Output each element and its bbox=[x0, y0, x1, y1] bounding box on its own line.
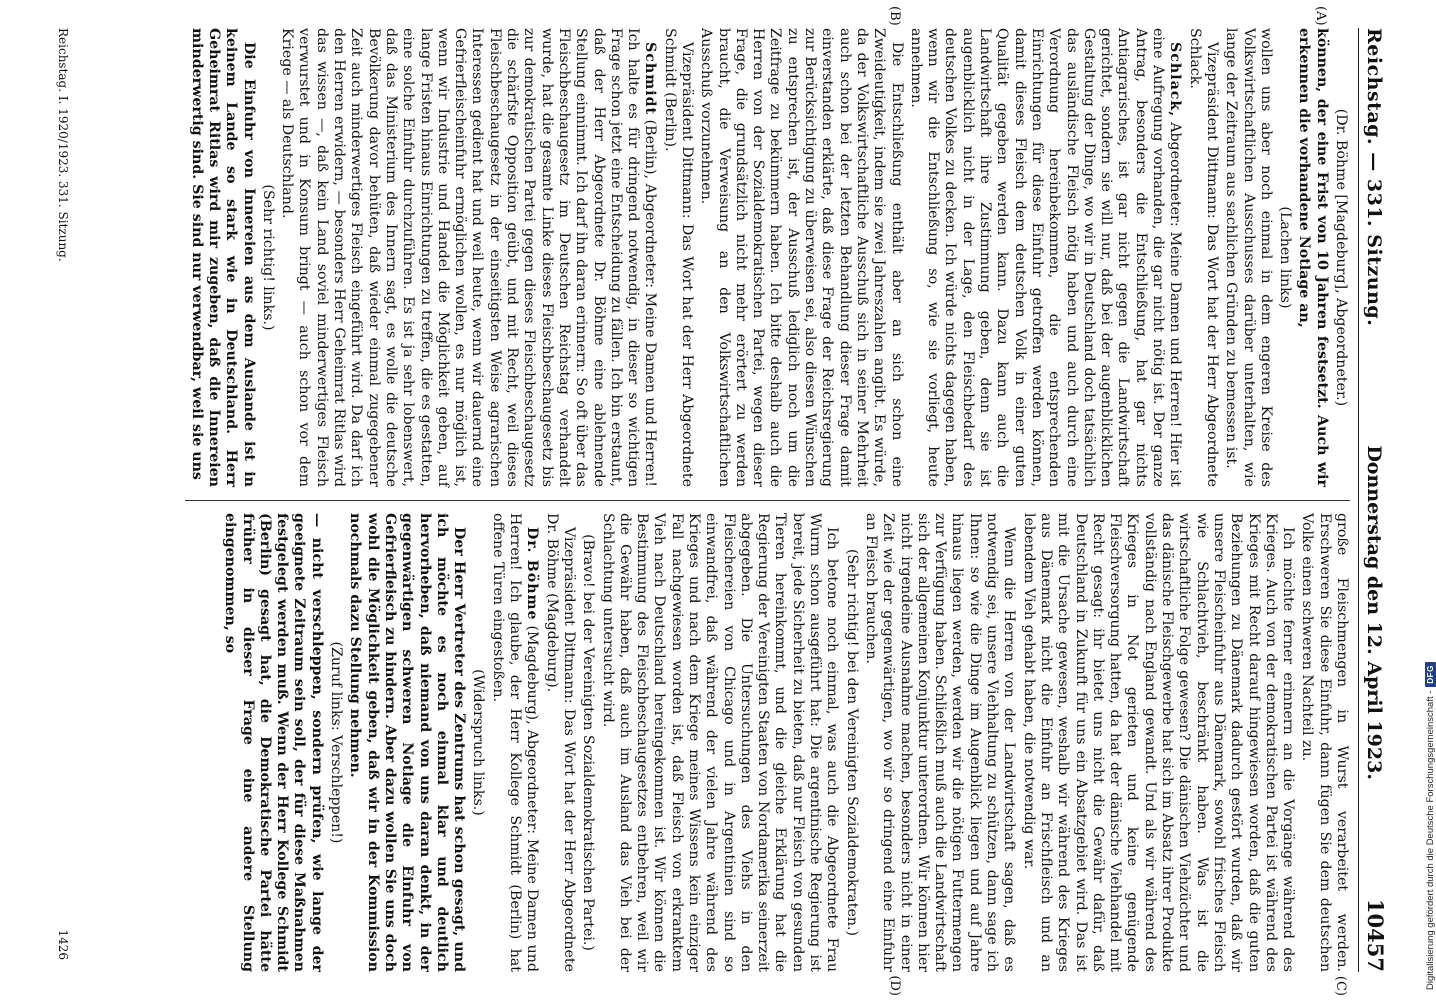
right-column bbox=[185, 513, 1350, 972]
speaker-name: Dr. Böhme bbox=[524, 527, 541, 621]
chair-announcement: Vizepräsident Dittmann: Das Wort hat der Herr Abgeordnete Schlack. bbox=[1186, 28, 1220, 487]
paragraph: große Fleischmengen in Wurst verarbeitet werden. Erschweren Sie diese Einfuhr, dann fügen Sie dem deutschen Volke einen schweren Nachteil zu. bbox=[1299, 513, 1350, 972]
interjection: (Zuruf links: Verschleppen!) bbox=[328, 641, 345, 844]
paragraph: wollen uns aber noch einmal in dem engeren Kreise des Volkswirtschaftlichen Ausschusses darüber unterhalten, wie lange der Zeitraum aus sachlichen Gründen zu bemessen ist. bbox=[1223, 28, 1274, 487]
speech-text: (Berlin), Abgeordneter: Meine Damen und Herren! Ich halte es für dringend notwendig, in dieser so wichtigen Frage schon jetzt eine Entscheidung zu fällen. Ich bin erstaunt, daß der Herr Abgeordnete Dr. Böhme eine ablehnende Stellung einnimmt. Ich darf ihn daran erinnern: So oft über das Fleischbeschaugesetz im Deutschen Reichstag verhandelt wurde, hat die gesamte Linke dieses Fleischbeschaugesetz bis zur demokratischen Partei gegen dieses Fleischbeschaugesetz die schärfste Opposition geübt, und mit Recht, weil dieses Fleischbeschaugesetz in der einseitigsten Weise agrarischen Interessen gedient hat und weil heute, wenn wir dauernd eine Gefrierfleischeinfuhr ermöglichen wollen, es nur möglich ist, wenn wir Industrie und Handel die Möglichkeit geben, auf lange Fristen hinaus Einrichtungen zu treffen, die es gestatten, eine solche Einfuhr durchzuführen. Es ist ja sehr lobenswert, daß das Ministerium des Innern sagt, es wolle die deutsche Bevölkerung davor behüten, daß wieder einmal zugegebener Zeit auch minderwertiges Fleisch eingeführt wird. Da darf ich den Herren erwidern, — besonders Herr Geheimrat Ritlas wird das wissen —, daß kein Land soviel minderwertiges Fleisch verwurstet und in Konsum bringt — auch schon vor dem Kriege — als Deutschland. bbox=[279, 28, 659, 487]
left-column bbox=[185, 28, 1350, 487]
chair-announcement: Vizepräsident Dittmann: Das Wort hat der Herr Abgeordnete Dr. Böhme (Magdeburg). bbox=[543, 513, 577, 972]
speaker-continuation: (Dr. Böhme [Magdeburg], Abgeordneter.) bbox=[1333, 108, 1349, 407]
dfg-logo: DFG bbox=[1425, 662, 1436, 686]
document-page bbox=[40, 0, 1410, 1000]
interjection: (Lachen links) bbox=[1277, 206, 1294, 309]
speaker-name: Schmidt bbox=[642, 42, 659, 116]
paragraph: Wenn die Herren von der Landwirtschaft sagen, daß es notwendig sei, unsere Viehhaltung zu schützen, dann sage ich Ihnen: so wie die Dinge im Augenblick liegen und auf Jahre hinaus liegen werden, werden wir die nötigen Futtermengen zur Verfügung haben. Schließlich muß auch die Landwirtschaft sich der allgemeinen Konjunktur unterordnen. Wir können hier nicht irgendeine Ausnahme machen, besonders nicht in einer Zeit wie der gegenwärtigen, wo wir so dringend eine Einfuhr an Fleisch brauchen. bbox=[862, 513, 1018, 972]
page-header bbox=[1358, 28, 1388, 972]
paragraph: — nicht verschleppen, sondern prüfen, wie lange der geeignete Zeitraum sein soll, der für diese Maßnahmen festgelegt werden muß. Wenn der Herr Kollege Schmidt (Berlin) gesagt hat, die Demokratische Partei hätte früher in dieser Frage eine andere Stellung eingenommen, so bbox=[222, 513, 325, 972]
header-date: Donnerstag den 12. April 1923. bbox=[1363, 445, 1385, 780]
chair-announcement: Vizepräsident Dittmann: Das Wort hat der Herr Abgeordnete Schmidt (Berlin). bbox=[661, 28, 696, 487]
text-columns bbox=[185, 6, 1350, 996]
margin-marker-b: (B) bbox=[887, 6, 902, 26]
page-footer: Reichstag. I. 1920/1923. 331. Sitzung. bbox=[56, 28, 70, 262]
interjection: (Widerspruch links.) bbox=[470, 669, 487, 816]
speech-paragraph bbox=[278, 28, 659, 487]
paragraph: Die Einfuhr von Innereien aus dem Auslande ist in keinem Lande so stark wie in Deutschland. Herr Geheimrat Ritlas wird mir zugeben, daß die Innereien minderwertig sind. Sie sind nur verwendbar, weil sie uns bbox=[188, 28, 257, 487]
margin-marker-a: (A) bbox=[1313, 6, 1328, 26]
speech-text: (Magdeburg), Abgeordneter: Meine Damen und Herren! Ich glaube, der Herr Kollege Schmidt (Berlin) hat offene Türen eingestoßen. bbox=[489, 513, 541, 972]
paragraph: Ich möchte ferner erinnern an die Vorgänge während des Krieges. Auch von der demokratischen Partei ist während des Krieges mit Recht darauf hingewiesen worden, daß die guten Beziehungen zu Dänemark dadurch gestört wurden, daß wir unsere Fleischeinfuhr aus Dänemark, sowohl frisches Fleisch wie Schlachtvieh, beschränkt haben. Was ist die wirtschaftliche Folge gewesen? Die dänischen Viehzüchter und das dänische Fleischgewerbe hat sich im Absatz ihrer Produkte vollständig nach England gewandt. Und als wir während des Krieges in Not gerieten und keine genügende Fleischversorgung hatten, da hat der dänische Viehhandel mit Recht gesagt: ihr bietet uns nicht die Gewähr dafür, daß Deutschland in Zukunft für uns ein Absatzgebiet wird. Das ist mit die Ursache gewesen, weshalb wir während des Krieges aus Dänemark nicht die Einfuhr an Frischfleisch und an lebendem Vieh gehabt haben, die notwendig war. bbox=[1020, 513, 1297, 972]
interjection: (Sehr richtig! links.) bbox=[259, 184, 276, 331]
margin-marker-c: (C) bbox=[1333, 975, 1348, 996]
notice-text: Digitalisierung gefördert durch die Deutsche Forschungsgemeinschaft - bbox=[1425, 690, 1436, 990]
paragraph: Ich betone noch einmal, was auch die Abgeordnete Frau Wurm schon ausgeführt hat: Die argentinische Regierung ist bereit, jede Sicherheit zu bieten, daß nur Fleisch von gesunden Tieren hereinkommt, und die gleiche Erklärung hat die Regierung der Vereinigten Staaten von Nordamerika seinerzeit abgegeben. Die Untersuchungen des Viehs in den Fleischereien von Chicago und in Argentinien sind so einwandfrei, daß während der vielen Jahre während des Krieges und nach dem Kriege meines Wissens kein einziger Fall nachgewiesen worden ist, daß Fleisch von erkranktem Vieh nach Deutschland hereingekommen ist. Wir können die Bestimmung des Fleischbeschaugesetzes entbehren, weil wir die Gewähr haben, daß auch im Ausland das Vieh bei der Schlachtung untersucht wird. bbox=[599, 513, 841, 972]
speech-paragraph bbox=[907, 28, 1184, 487]
digitization-notice bbox=[1425, 662, 1436, 990]
column-divider bbox=[185, 500, 1350, 501]
interjection: (Sehr richtig! bei den Vereinigten Sozialdemokraten.) bbox=[843, 548, 860, 937]
speech-paragraph bbox=[488, 513, 540, 972]
header-left: Reichstag. — 331. Sitzung. bbox=[1363, 28, 1385, 327]
page-number: 10457 bbox=[1363, 898, 1388, 972]
paragraph: können, der eine Frist von 10 Jahren festsetzt. Auch wir erkennen die vorhandene Notlage an, bbox=[1296, 28, 1330, 487]
interjection: (Bravo! bei der Vereinigten Sozialdemokratischen Partei.) bbox=[580, 534, 597, 951]
speech-text: Abgeordneter: Meine Damen und Herren! Hier ist eine Aufregung vorhanden, die gar nicht nötig ist. Der ganze Antrag, besonders die Entschließung, hat gar nichts Antiagrarisches, ist gar nicht gegen die Landwirtschaft gerichtet, sondern sie will nur, daß bei der augenblicklichen Gestaltung der Dinge, wo wir in Deutschland doch tatsächlich das ausländische Fleisch nötig haben und auch durch eine Verordnung hereinbekommen, die entsprechenden Einrichtungen für diese Einfuhr getroffen werden können, damit dieses Fleisch dem deutschen Volk in einer guten Qualität gegeben werden kann. Dazu kann auch die Landwirtschaft ihre Zustimmung geben, denn sie ist augenblicklich nicht in der Lage, den Fleischbedarf des deutschen Volkes zu decken. Ich würde nichts dagegen haben, wenn wir die Entschließung so, wie sie vorliegt, heute annehmen. bbox=[907, 28, 1184, 487]
margin-marker-d: (D) bbox=[887, 975, 902, 996]
sheet-number: 1426 bbox=[56, 929, 70, 960]
paragraph: Die Entschließung enthält aber an sich schon eine Zweideutigkeit, indem sie zwei Jahreszahlen angibt. Es würde, da der Volkswirtschaftliche Ausschuß sich in seiner Mehrheit auch schon bei der letzten Behandlung dieser Frage damit einverstanden erklärte, daß diese Frage der Reichsregierung zur Berücksichtigung zu überweisen sei, also diesen Wünschen zu entsprechen ist, der Ausschuß lediglich noch um die Zeitfrage zu bekümmern haben. Ich bitte deshalb auch die Herren von der Sozialdemokratischen Partei, wegen dieser Frage, die grundsätzlich nicht mehr erörtert zu werden braucht, die Verweisung an den Volkswirtschaftlichen Ausschuß vorzunehmen. bbox=[698, 28, 905, 487]
speaker-name: Schlack, bbox=[1167, 42, 1184, 118]
paragraph: Der Herr Vertreter des Zentrums hat schon gesagt, und ich möchte es noch einmal klar und deutlich hervorheben, daß niemand von uns daran denkt, in der gegenwärtigen schweren Notlage die Einfuhr von Gefrierfleisch zu hindern. Aber dazu wollen Sie uns doch wohl die Möglichkeit geben, daß wir in der Kommission nochmals dazu Stellung nehmen. bbox=[347, 513, 468, 972]
